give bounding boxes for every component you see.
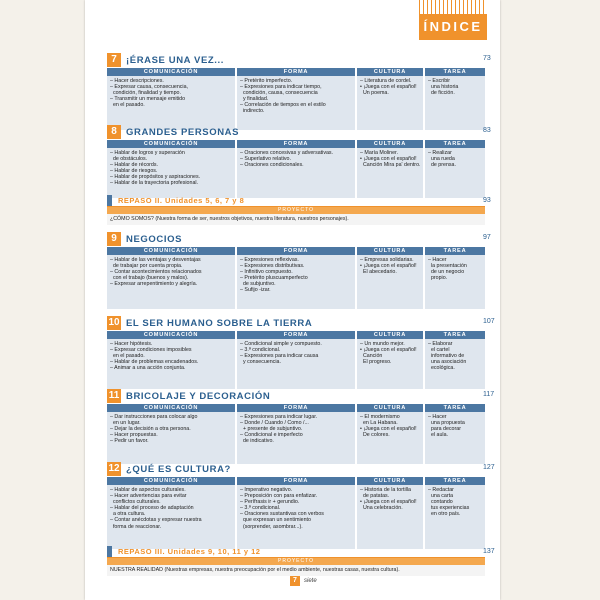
- page-footer: [290, 576, 317, 586]
- com-line: – Hacer advertencias para evitar: [110, 493, 187, 500]
- forma-line: – Pretérito imperfecto.: [240, 78, 293, 84]
- lesson-page-number: 83: [483, 127, 491, 134]
- com-line: – Hablar de logros y superación: [110, 150, 185, 156]
- com-line: en el pasado.: [110, 353, 145, 360]
- lesson-10: [107, 316, 485, 390]
- column-body: [425, 148, 485, 198]
- tarea-line: – Escribir: [428, 78, 451, 84]
- forma-line: – Expresiones para indicar causa: [240, 353, 319, 360]
- cultura-line: en La Habana.: [360, 420, 398, 427]
- lesson-title: NEGOCIOS: [126, 233, 183, 245]
- column-header: CULTURA: [357, 140, 423, 148]
- column-body: [237, 485, 355, 549]
- column-header: COMUNICACIÓN: [107, 404, 235, 412]
- com-line: – Hablar de problemas encadenados.: [110, 359, 199, 366]
- column-header: FORMA: [237, 331, 355, 339]
- column-header: FORMA: [237, 68, 355, 76]
- proyecto-label: PROYECTO: [107, 558, 485, 565]
- tarea-line: una carta: [428, 493, 454, 500]
- column-tarea: [425, 140, 485, 198]
- lesson-page-number: 73: [483, 55, 491, 62]
- cultura-line: • ¡Juega con el español!: [360, 426, 417, 433]
- column-header: COMUNICACIÓN: [107, 331, 235, 339]
- com-line: – Expresar condiciones imposibles: [110, 347, 192, 354]
- column-com: [107, 140, 235, 198]
- tarea-line: ecológica.: [428, 365, 455, 372]
- column-header: COMUNICACIÓN: [107, 68, 235, 76]
- column-body: [425, 339, 485, 389]
- repaso-page-number: 93: [483, 197, 491, 204]
- proyecto-text: ¿CÓMO SOMOS? (Nuestra forma de ser, nuestros objetivos, nuestra literatura, nuestros personajes).: [107, 214, 485, 225]
- forma-line: – Preposición con para enfatizar.: [240, 493, 318, 500]
- lesson-7: [107, 53, 485, 131]
- forma-line: indirecto.: [240, 108, 265, 115]
- tarea-line: de prensa.: [428, 162, 456, 169]
- repaso-title: REPASO II. Unidades 5, 6, 7 y 8: [118, 196, 245, 205]
- com-line: – Hablar del proceso de adaptación: [110, 505, 194, 512]
- column-header: FORMA: [237, 247, 355, 255]
- tarea-line: una asociación: [428, 359, 467, 366]
- forma-line: – Condicional e imperfecto: [240, 432, 303, 439]
- lesson-number: 7: [107, 53, 121, 67]
- forma-line: – Oraciones concesivas y adversativas.: [240, 150, 334, 156]
- column-header: CULTURA: [357, 68, 423, 76]
- com-line: – Pedir un favor.: [110, 438, 149, 445]
- lesson-columns: [107, 68, 485, 131]
- column-body: [237, 148, 355, 198]
- tarea-line: el cartel: [428, 347, 450, 354]
- repaso-header: [107, 195, 485, 207]
- column-header: FORMA: [237, 404, 355, 412]
- forma-line: – Pretérito pluscuamperfecto: [240, 275, 308, 282]
- cultura-line: – María Moliner.: [360, 150, 398, 156]
- column-forma: [237, 331, 355, 389]
- column-forma: [237, 68, 355, 130]
- com-line: – Hablar de las ventajas y desventajas: [110, 257, 201, 263]
- com-line: condición, finalidad y tiempo.: [110, 90, 181, 97]
- column-body: [237, 339, 355, 389]
- forma-line: condición, causa, consecuencia: [240, 90, 318, 97]
- repaso-page-number: 137: [483, 548, 495, 555]
- column-header: FORMA: [237, 477, 355, 485]
- column-com: [107, 404, 235, 464]
- com-line: con el trabajo (buenos y malos).: [110, 275, 189, 282]
- column-body: [357, 76, 423, 130]
- tarea-line: informativo de: [428, 353, 465, 360]
- cultura-line: • ¡Juega con el español!: [360, 156, 417, 163]
- cultura-line: • ¡Juega con el español!: [360, 347, 417, 354]
- cultura-line: de patatas.: [360, 493, 390, 500]
- forma-line: – Donde / Cuando / Como /...: [240, 420, 309, 427]
- forma-line: – Expresiones para indicar lugar.: [240, 414, 318, 420]
- tarea-line: una historia: [428, 84, 459, 91]
- tarea-line: una propuesta: [428, 420, 465, 427]
- tarea-line: – Hacer: [428, 257, 447, 263]
- com-line: – Hablar de récords.: [110, 162, 158, 169]
- column-cultura: [357, 404, 423, 464]
- tarea-line: – Redactar: [428, 487, 454, 493]
- forma-line: – 3.ª condicional.: [240, 347, 281, 354]
- column-body: [357, 412, 423, 464]
- column-com: [107, 247, 235, 309]
- column-body: [357, 485, 423, 549]
- forma-line: – 3.ª condicional.: [240, 505, 281, 512]
- lesson-number: 9: [107, 232, 121, 246]
- column-body: [107, 412, 235, 464]
- forma-line: y consecuencia.: [240, 359, 281, 366]
- com-line: – Hablar de la trayectoria profesional.: [110, 180, 199, 187]
- tarea-line: – Realizar: [428, 150, 452, 156]
- index-tab-label: ÍNDICE: [423, 19, 483, 34]
- tarea-line: de un negocio: [428, 269, 465, 276]
- lesson-title: BRICOLAJE Y DECORACIÓN: [126, 390, 271, 402]
- tarea-line: en otro país.: [428, 511, 461, 518]
- forma-line: – Sufijo -izar.: [240, 287, 271, 294]
- repaso-section: [107, 546, 485, 576]
- repaso-bar: [107, 195, 112, 206]
- tarea-line: contando: [428, 499, 453, 506]
- lesson-page-number: 97: [483, 234, 491, 241]
- lesson-9: [107, 232, 485, 310]
- column-body: [425, 76, 485, 130]
- cultura-line: • ¡Juega con el español!: [360, 499, 417, 506]
- column-body: [425, 412, 485, 464]
- column-cultura: [357, 140, 423, 198]
- cultura-line: Canción: [360, 353, 383, 360]
- lesson-8: [107, 125, 485, 199]
- lesson-title: EL SER HUMANO SOBRE LA TIERRA: [126, 317, 313, 329]
- column-header: TAREA: [425, 477, 485, 485]
- cultura-line: – Historia de la tortilla: [360, 487, 411, 493]
- column-tarea: [425, 331, 485, 389]
- lesson-page-number: 117: [483, 391, 495, 398]
- column-body: [237, 76, 355, 130]
- lesson-columns: [107, 404, 485, 465]
- com-line: en el pasado.: [110, 102, 145, 109]
- column-forma: [237, 247, 355, 309]
- tab-decoration: [419, 0, 487, 14]
- column-body: [237, 412, 355, 464]
- com-line: – Transmitir un mensaje emitido: [110, 96, 186, 103]
- repaso-bar: [107, 546, 112, 557]
- lesson-number: 8: [107, 125, 121, 139]
- com-line: forma de reaccionar.: [110, 523, 162, 530]
- proyecto-label: PROYECTO: [107, 207, 485, 214]
- cultura-line: • ¡Juega con el español!: [360, 84, 417, 91]
- footer-page-number: 7: [290, 576, 300, 586]
- forma-line: de subjuntivo.: [240, 281, 276, 288]
- column-body: [107, 339, 235, 389]
- column-header: CULTURA: [357, 477, 423, 485]
- tarea-line: para decorar: [428, 426, 461, 433]
- column-tarea: [425, 68, 485, 130]
- column-cultura: [357, 68, 423, 130]
- column-header: COMUNICACIÓN: [107, 140, 235, 148]
- column-cultura: [357, 331, 423, 389]
- com-line: – Expresar causa, consecuencia,: [110, 84, 189, 91]
- forma-line: – Expresiones para indicar tiempo,: [240, 84, 322, 91]
- lesson-columns: [107, 331, 485, 390]
- cultura-line: – Un mundo mejor.: [360, 341, 405, 347]
- forma-line: – Condicional simple y compuesto.: [240, 341, 322, 347]
- tarea-line: una rueda: [428, 156, 455, 163]
- column-tarea: [425, 247, 485, 309]
- com-line: de obstáculos.: [110, 156, 148, 163]
- column-cultura: [357, 247, 423, 309]
- column-header: COMUNICACIÓN: [107, 247, 235, 255]
- lesson-number: 12: [108, 463, 120, 474]
- column-body: [425, 485, 485, 549]
- forma-line: – Correlación de tiempos en el estilo: [240, 102, 326, 109]
- footer-page-word: siete: [304, 578, 317, 584]
- repaso-title: REPASO III. Unidades 9, 10, 11 y 12: [118, 547, 261, 556]
- forma-line: de indicativo.: [240, 438, 274, 445]
- lesson-number: 11: [108, 390, 120, 401]
- lesson-12: [107, 462, 485, 550]
- com-line: a otra cultura.: [110, 511, 146, 518]
- cultura-line: El abecedario.: [360, 269, 397, 276]
- column-tarea: [425, 404, 485, 464]
- lesson-columns: [107, 477, 485, 550]
- forma-line: que expresan un sentimiento: [240, 517, 311, 524]
- cultura-line: El progreso.: [360, 359, 392, 366]
- index-tab: [419, 14, 487, 40]
- column-header: CULTURA: [357, 404, 423, 412]
- forma-line: – Expresiones reflexivas.: [240, 257, 299, 263]
- repaso-header: [107, 546, 485, 558]
- tarea-line: – Hacer: [428, 414, 447, 420]
- tarea-line: el aula.: [428, 432, 449, 439]
- cultura-line: De colores.: [360, 432, 390, 439]
- forma-line: – Oraciones sustantivas con verbos: [240, 511, 324, 518]
- cultura-line: – Literatura de cordel.: [360, 78, 412, 84]
- cultura-line: – El modernismo: [360, 414, 400, 420]
- forma-line: – Infinitivo compuesto.: [240, 269, 293, 276]
- com-line: conflictos culturales.: [110, 499, 161, 506]
- column-forma: [237, 404, 355, 464]
- lesson-11: [107, 389, 485, 465]
- column-forma: [237, 140, 355, 198]
- lesson-page-number: 127: [483, 464, 495, 471]
- com-line: – Hablar de aspectos culturales.: [110, 487, 186, 493]
- com-line: – Hablar de riesgos.: [110, 168, 158, 175]
- column-body: [107, 76, 235, 130]
- lesson-title: ¿QUÉ ES CULTURA?: [126, 463, 231, 475]
- column-body: [425, 255, 485, 309]
- column-forma: [237, 477, 355, 549]
- column-header: TAREA: [425, 140, 485, 148]
- com-line: – Animar a una acción conjunta.: [110, 365, 186, 372]
- tarea-line: tus experiencias: [428, 505, 470, 512]
- com-line: – Hacer descripciones.: [110, 78, 164, 84]
- com-line: de trabajar por cuenta propia.: [110, 263, 183, 270]
- column-body: [357, 148, 423, 198]
- column-header: CULTURA: [357, 247, 423, 255]
- column-tarea: [425, 477, 485, 549]
- com-line: – Contar anécdotas y expresar nuestra: [110, 517, 202, 524]
- forma-line: y finalidad.: [240, 96, 269, 103]
- com-line: en un lugar.: [110, 420, 141, 427]
- column-header: FORMA: [237, 140, 355, 148]
- column-header: CULTURA: [357, 331, 423, 339]
- forma-line: – Imperativo negativo.: [240, 487, 293, 493]
- tarea-line: de ficción.: [428, 90, 455, 97]
- lesson-page-number: 107: [483, 318, 495, 325]
- column-body: [237, 255, 355, 309]
- cultura-line: • ¡Juega con el español!: [360, 263, 417, 270]
- column-com: [107, 477, 235, 549]
- tarea-line: – Elaborar: [428, 341, 453, 347]
- proyecto-text: NUESTRA REALIDAD (Nuestras empresas, nuestra preocupación por el medio ambiente, nuestras casas, nuestra cultura).: [107, 565, 485, 576]
- forma-line: – Superlativo relativo.: [240, 156, 291, 163]
- lesson-number: 10: [108, 317, 120, 328]
- column-com: [107, 331, 235, 389]
- com-line: – Hacer propuestas.: [110, 432, 158, 439]
- lesson-columns: [107, 140, 485, 199]
- cultura-line: Un poema.: [360, 90, 389, 97]
- column-header: TAREA: [425, 404, 485, 412]
- forma-line: – Perífrasis ir + gerundio.: [240, 499, 300, 506]
- lesson-title: ¡ÉRASE UNA VEZ...: [126, 54, 224, 66]
- column-body: [107, 148, 235, 198]
- column-header: TAREA: [425, 68, 485, 76]
- column-header: TAREA: [425, 247, 485, 255]
- com-line: – Dar instrucciones para colocar algo: [110, 414, 198, 420]
- com-line: – Dejar la decisión a otra persona.: [110, 426, 191, 433]
- forma-line: (sorprender, asombrar...).: [240, 523, 303, 530]
- column-header: TAREA: [425, 331, 485, 339]
- cultura-line: Canción Mira pa' dentro.: [360, 162, 421, 169]
- com-line: – Contar acontecimientos relacionados: [110, 269, 202, 276]
- cultura-line: – Empresas solidarias.: [360, 257, 414, 263]
- column-body: [107, 485, 235, 549]
- forma-line: – Expresiones distributivas.: [240, 263, 305, 270]
- lesson-columns: [107, 247, 485, 310]
- com-line: – Hacer hipótesis.: [110, 341, 153, 347]
- forma-line: + presente de subjuntivo.: [240, 426, 303, 433]
- column-com: [107, 68, 235, 130]
- lesson-title: GRANDES PERSONAS: [126, 126, 240, 138]
- tarea-line: propio.: [428, 275, 448, 282]
- column-cultura: [357, 477, 423, 549]
- column-body: [357, 255, 423, 309]
- column-body: [107, 255, 235, 309]
- forma-line: – Oraciones condicionales.: [240, 162, 304, 169]
- repaso-section: [107, 195, 485, 225]
- tarea-line: la presentación: [428, 263, 467, 270]
- column-header: COMUNICACIÓN: [107, 477, 235, 485]
- column-body: [357, 339, 423, 389]
- com-line: – Hablar de propósitos y aspiraciones.: [110, 174, 201, 181]
- com-line: – Expresar arrepentimiento y alegría.: [110, 281, 198, 288]
- cultura-line: Una celebración.: [360, 505, 403, 512]
